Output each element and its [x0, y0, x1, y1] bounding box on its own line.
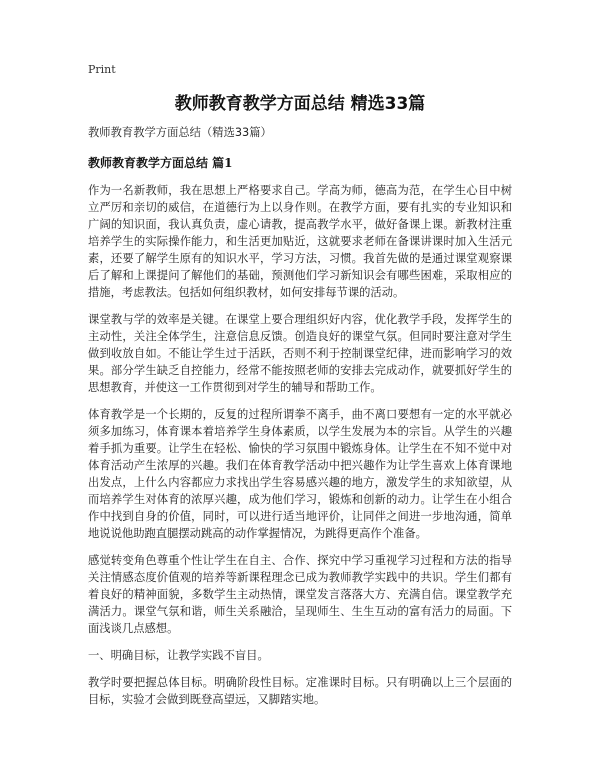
paragraph-2: 课堂教与学的效率是关键。在课堂上要合理组织好内容，优化教学手段，发挥学生的主动性，关注全体学生，注意信息反馈。创造良好的课堂气氛。但同时要注意对学生做到收放自如。不能让学生过于活跃，否则不利于控制课堂纪律，进而影响学习的效果。部分学生缺乏自控能力，经常不能按照老师的安排去完成动作，就要抓好学生的思想教育，并使这一工作贯彻到对学生的辅导和帮助工作。 — [88, 313, 512, 394]
paragraph-4: 感觉转变角色尊重个性让学生在自主、合作、探究中学习重视学习过程和方法的指导关注情感态度价值观的培养等新课程理念已成为教师教学实践中的共识。学生们都有着良好的精神面貌，多数学生主动热情，课堂发言落落大方、充满自信。课堂教学充满活力。课堂气氛和谐，师生关系融洽，呈现师生、生生互动的富有活力的局面。下面浅谈几点感想。 — [88, 554, 512, 635]
paragraph-3: 体育教学是一个长期的，反复的过程所谓拳不离手，曲不离口要想有一定的水平就必须多加练习，体育课本着培养学生身体素质，以学生发展为本的宗旨。从学生的兴趣着手抓为重要。让学生在轻松、愉快的学习氛围中锻炼身体。让学生在不知不觉中对体育活动产生浓厚的兴趣。我们在体育教学活动中把兴趣作为让学生喜欢上体育课地出发点，上什么内容都应力求找出学生容易感兴趣的地方，激发学生的求知欲望，从而培养学生对体育的浓厚兴趣，成为他们学习，锻炼和创新的动力。让学生在小组合作中找到自身的价值，同时，可以进行适当地评价，让同伴之间进一步地沟通，简单地说说他助跑直腿摆动跳高的动作掌握情况，为跳得更高作个准备。 — [88, 408, 512, 540]
paragraph-1: 作为一名新教师，我在思想上严格要求自己。学高为师，德高为范，在学生心目中树立严厉和亲切的威信，在道德行为上以身作则。在教学方面，要有扎实的专业知识和广阔的知识面，我认真负责，虚心请教，提高教学水平，做好备课上课。新教材注重培养学生的实际操作能力，和生活更加贴近，这就要求老师在备课讲课时加入生活元素，还要了解学生原有的知识水平，学习方法，习惯。我首先做的是通过课堂观察课后了解和上课提问了解他们的基础，预测他们学习新知识会有哪些困难，采取相应的措施，考虑教法。包括如何组织教材，如何安排每节课的活动。 — [88, 184, 512, 299]
item-heading: 一、明确目标，让教学实践不盲目。 — [88, 649, 269, 662]
closing-paragraph: 教学时要把握总体目标。明确阶段性目标。定准课时目标。只有明确以上三个层面的目标，实验才会做到既登高望远，又脚踏实地。 — [88, 676, 512, 706]
document-subtitle: 教师教育教学方面总结（精选33篇） — [88, 126, 272, 139]
print-link[interactable]: Print — [88, 63, 116, 76]
document-title: 教师教育教学方面总结 精选33篇 — [174, 94, 426, 114]
section-heading: 教师教育教学方面总结 篇1 — [88, 156, 233, 170]
